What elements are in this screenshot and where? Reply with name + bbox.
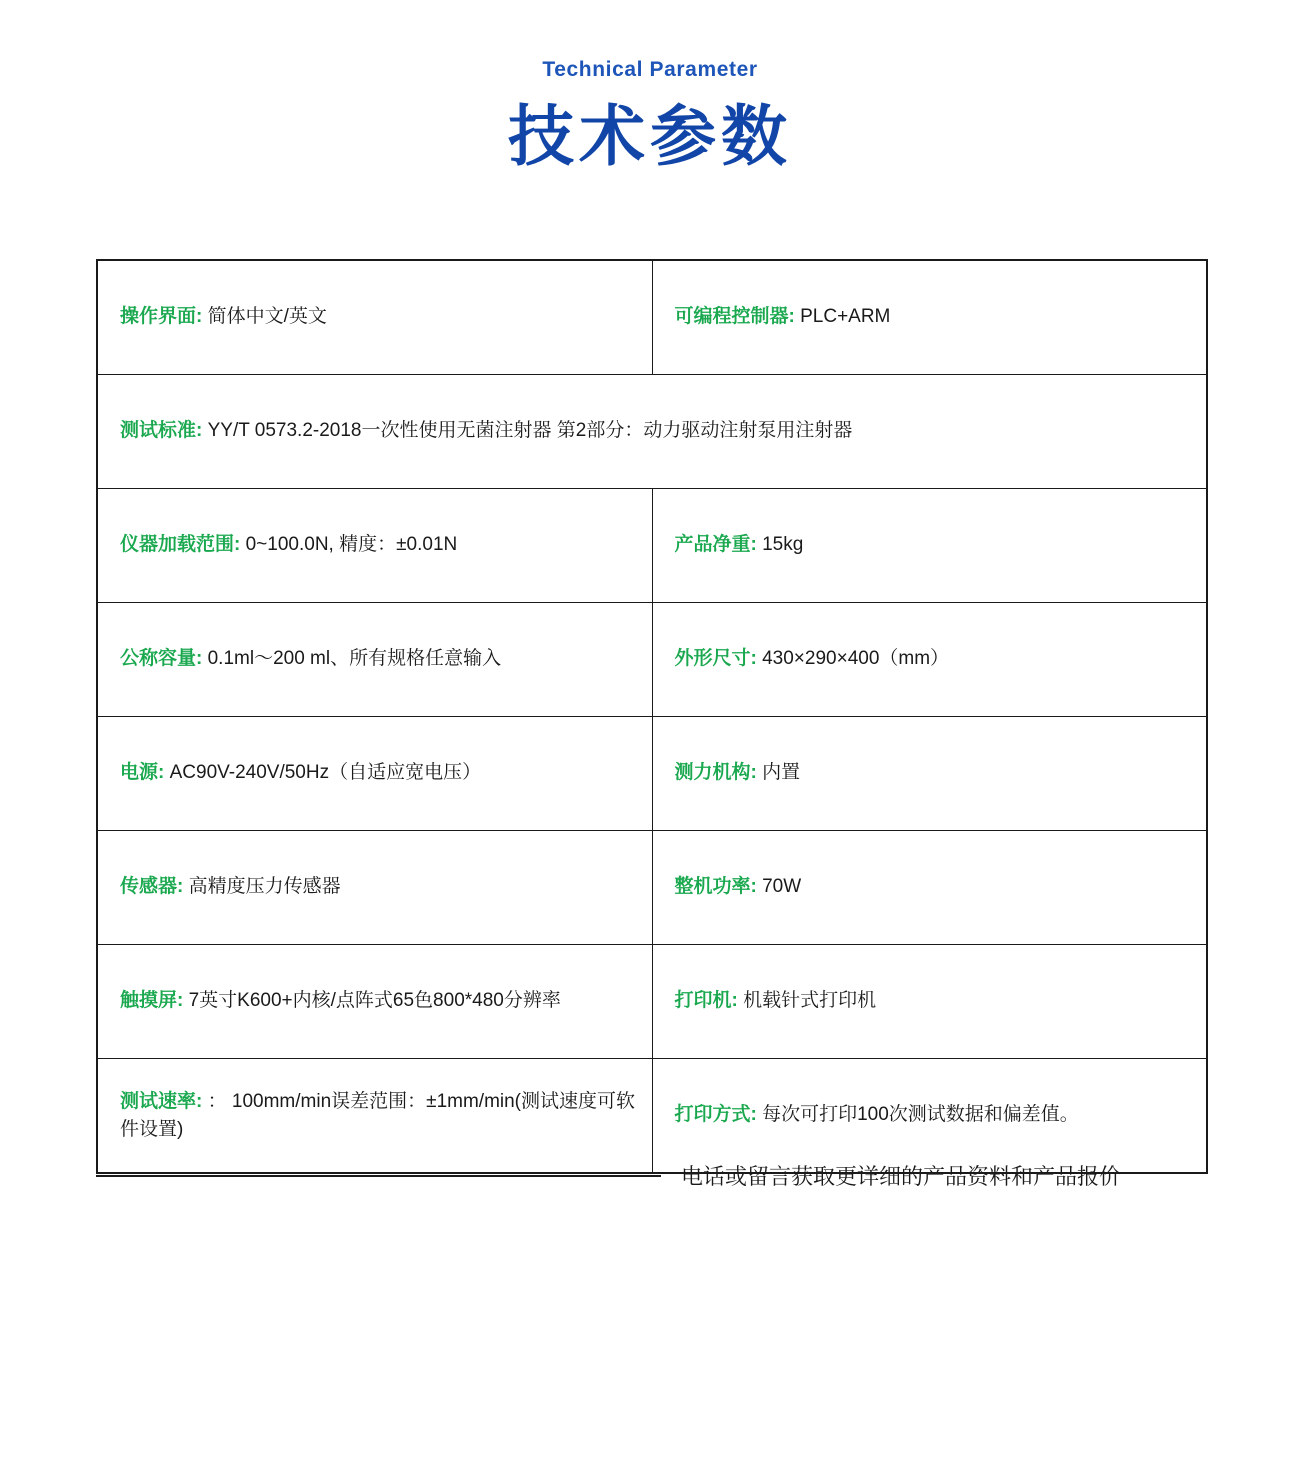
cell-label: 产品净重:	[674, 534, 757, 556]
cell-value: 简体中文/英文	[207, 306, 327, 328]
table-row	[98, 1059, 1206, 1173]
table-cell	[652, 489, 1206, 603]
page-header	[0, 0, 1300, 173]
table-cell	[98, 261, 652, 375]
table-row	[98, 945, 1206, 1059]
table-cell	[98, 717, 652, 831]
cell-value: 15kg	[762, 534, 804, 556]
cell-label: 电源:	[120, 762, 165, 784]
footer	[96, 1160, 1208, 1191]
cell-value: 内置	[762, 762, 801, 784]
cell-label: 打印方式:	[674, 1104, 757, 1126]
cell-label: 外形尺寸:	[674, 648, 757, 670]
table-cell	[652, 1059, 1206, 1173]
cell-value: 高精度压力传感器	[188, 876, 341, 898]
cell-value: 430×290×400（mm）	[762, 648, 950, 670]
cell-value: 70W	[762, 876, 802, 898]
table-cell	[98, 375, 1206, 489]
cell-label: 可编程控制器:	[674, 306, 795, 328]
cell-value: 0~100.0N, 精度：±0.01N	[245, 534, 458, 556]
specification-table	[96, 259, 1208, 1174]
table-cell	[98, 831, 652, 945]
cell-label: 触摸屏:	[120, 990, 184, 1012]
cell-label: 整机功率:	[674, 876, 757, 898]
table-cell	[652, 603, 1206, 717]
table-row	[98, 375, 1206, 489]
table-row	[98, 603, 1206, 717]
cell-value: ： 100mm/min误差范围：±1mm/min(测试速度可软件设置)	[120, 1090, 636, 1140]
table-cell	[98, 489, 652, 603]
table-row	[98, 261, 1206, 375]
cell-value: 机载针式打印机	[743, 990, 877, 1012]
cell-label: 仪器加载范围:	[120, 534, 241, 556]
cell-value: YY/T 0573.2-2018一次性使用无菌注射器 第2部分：动力驱动注射泵用注射器	[207, 420, 853, 442]
table-cell	[652, 831, 1206, 945]
cell-label: 测试标准:	[120, 420, 203, 442]
cell-label: 传感器:	[120, 876, 184, 898]
table-row	[98, 831, 1206, 945]
table-cell	[98, 1059, 652, 1173]
table-row	[98, 717, 1206, 831]
table-row	[98, 489, 1206, 603]
table-cell	[652, 717, 1206, 831]
footer-divider	[96, 1175, 661, 1177]
table-cell	[652, 945, 1206, 1059]
cell-value: 7英寸K600+内核/点阵式65色800*480分辨率	[188, 990, 561, 1012]
cell-label: 操作界面:	[120, 306, 203, 328]
table-cell	[98, 945, 652, 1059]
page-subtitle-en: Technical Parameter	[542, 58, 758, 81]
page-title: 技术参数	[508, 99, 792, 173]
cell-value: AC90V-240V/50Hz（自适应宽电压）	[169, 762, 482, 784]
cell-value: 每次可打印100次测试数据和偏差值。	[762, 1104, 1079, 1126]
cell-value: PLC+ARM	[800, 306, 891, 328]
cell-value: 0.1ml～200 ml、所有规格任意输入	[207, 648, 502, 670]
cell-label: 打印机:	[674, 990, 738, 1012]
footer-text: 电话或留言获取更详细的产品资料和产品报价	[681, 1164, 1122, 1189]
cell-label: 测力机构:	[674, 762, 757, 784]
table-cell	[652, 261, 1206, 375]
table-cell	[98, 603, 652, 717]
cell-label: 测试速率:	[120, 1090, 203, 1112]
cell-label: 公称容量:	[120, 648, 203, 670]
